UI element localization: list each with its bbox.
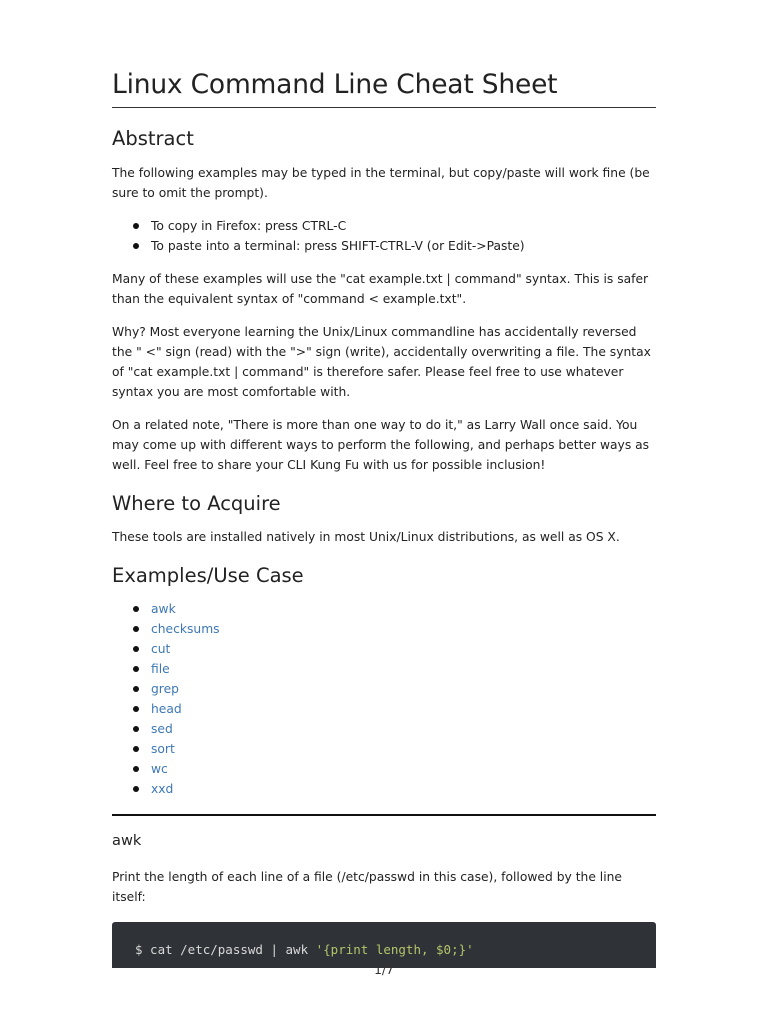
list-item [112, 639, 656, 659]
code-command: $ cat /etc/passwd | awk [135, 942, 316, 957]
code-string: '{print length, $0;}' [315, 942, 474, 957]
link-checksums[interactable]: checksums [151, 622, 220, 636]
list-item [112, 739, 656, 759]
page-number: 1/7 [374, 963, 394, 977]
list-item [112, 699, 656, 719]
abstract-paragraph-4: On a related note, "There is more than one way to do it," as Larry Wall once said. You may come up with different ways to perform the following, and perhaps better ways as well. Feel free to share your CLI Kung Fu with us for possible inclusion! [112, 418, 650, 472]
link-cut[interactable]: cut [151, 642, 171, 656]
section-divider [112, 814, 656, 816]
acquire-heading: Where to Acquire [112, 492, 281, 515]
list-item [112, 679, 656, 699]
document-page [112, 66, 656, 968]
link-awk[interactable]: awk [151, 602, 176, 616]
abstract-heading: Abstract [112, 127, 194, 150]
link-sed[interactable]: sed [151, 722, 173, 736]
examples-link-list [112, 599, 656, 799]
awk-heading: awk [112, 832, 142, 849]
link-file[interactable]: file [151, 662, 170, 676]
list-item [112, 759, 656, 779]
link-wc[interactable]: wc [151, 762, 168, 776]
tips-list [112, 216, 656, 256]
acquire-text: These tools are installed natively in most Unix/Linux distributions, as well as OS X. [112, 530, 620, 544]
awk-description: Print the length of each line of a file (/etc/passwd in this case), followed by the line itself: [112, 870, 622, 904]
link-grep[interactable]: grep [151, 682, 179, 696]
link-sort[interactable]: sort [151, 742, 175, 756]
list-item [112, 659, 656, 679]
list-item [112, 599, 656, 619]
list-item [112, 719, 656, 739]
list-item [112, 619, 656, 639]
examples-heading: Examples/Use Case [112, 564, 304, 587]
abstract-intro: The following examples may be typed in the terminal, but copy/paste will work fine (be sure to omit the prompt). [112, 166, 650, 200]
list-item: To copy in Firefox: press CTRL-C [112, 216, 656, 236]
list-item: To paste into a terminal: press SHIFT-CTRL-V (or Edit->Paste) [112, 236, 656, 256]
link-head[interactable]: head [151, 702, 182, 716]
list-item [112, 779, 656, 799]
abstract-paragraph-3: Why? Most everyone learning the Unix/Linux commandline has accidentally reversed the " <" sign (read) with the ">" sign (write), accidentally overwriting a file. The syntax of "cat example.txt | command" is therefore safer. Please feel free to use whatever syntax you are most comfortable with. [112, 325, 651, 399]
link-xxd[interactable]: xxd [151, 782, 174, 796]
page-title: Linux Command Line Cheat Sheet [112, 66, 656, 108]
abstract-paragraph-2: Many of these examples will use the "cat example.txt | command" syntax. This is safer than the equivalent syntax of "command < example.txt". [112, 272, 649, 306]
